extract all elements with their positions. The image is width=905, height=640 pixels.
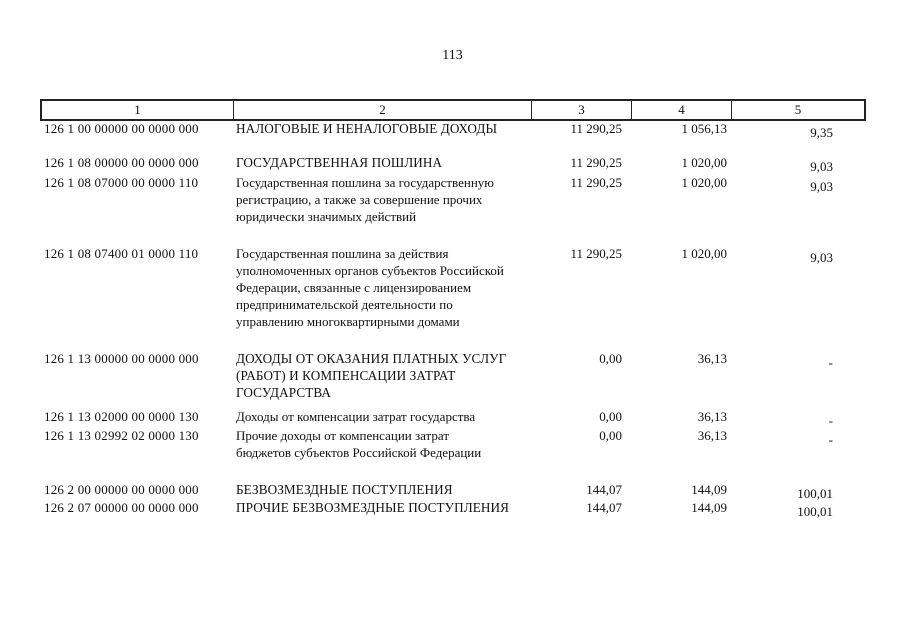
row-name-line: Прочие доходы от компенсации затрат	[236, 428, 450, 443]
row-col-3: 11 290,25	[570, 175, 622, 190]
row-name-line: бюджетов субъектов Российской Федерации	[236, 445, 482, 460]
row-code: 126 2 07 00000 00 0000 000	[44, 500, 199, 515]
row-name-line: БЕЗВОЗМЕЗДНЫЕ ПОСТУПЛЕНИЯ	[236, 482, 453, 497]
row-name-line: НАЛОГОВЫЕ И НЕНАЛОГОВЫЕ ДОХОДЫ	[236, 121, 498, 136]
row-col-5: 9,03	[810, 179, 833, 194]
row-col-5: -	[828, 355, 833, 370]
row-code: 126 1 00 00000 00 0000 000	[44, 121, 199, 136]
row-col-4: 36,13	[697, 409, 727, 424]
header-col-1: 1	[42, 101, 234, 119]
row-col-4: 144,09	[691, 482, 727, 497]
row-name	[236, 245, 536, 330]
row-col-5: 100,01	[797, 504, 833, 519]
header-col-2: 2	[234, 101, 532, 119]
row-name-line: ДОХОДЫ ОТ ОКАЗАНИЯ ПЛАТНЫХ УСЛУГ	[236, 351, 507, 366]
row-col-5: 9,03	[810, 250, 833, 265]
row-col-3: 11 290,25	[570, 246, 622, 261]
row-col-5: 9,35	[810, 125, 833, 140]
row-code: 126 1 13 00000 00 0000 000	[44, 351, 199, 366]
row-col-4: 1 056,13	[681, 121, 727, 136]
row-name	[236, 499, 536, 516]
row-name-line: (РАБОТ) И КОМПЕНСАЦИИ ЗАТРАТ	[236, 368, 456, 383]
row-name	[236, 481, 536, 498]
row-col-5: -	[828, 413, 833, 428]
row-name-line: управлению многоквартирными домами	[236, 314, 460, 329]
row-code: 126 2 00 00000 00 0000 000	[44, 482, 199, 497]
row-col-4: 1 020,00	[681, 175, 727, 190]
row-name-line: Федерации, связанные с лицензированием	[236, 280, 472, 295]
row-name	[236, 154, 536, 171]
row-col-4: 36,13	[697, 351, 727, 366]
row-col-5: 100,01	[797, 486, 833, 501]
header-col-5: 5	[794, 102, 802, 117]
row-name	[236, 174, 536, 225]
row-code: 126 1 08 07400 01 0000 110	[44, 246, 199, 261]
row-name-line: ПРОЧИЕ БЕЗВОЗМЕЗДНЫЕ ПОСТУПЛЕНИЯ	[236, 500, 510, 515]
row-name-line: регистрацию, а также за совершение прочих	[236, 192, 483, 207]
row-name-line: ГОСУДАРСТВА	[236, 385, 332, 400]
row-col-4: 36,13	[697, 428, 727, 443]
row-col-3: 0,00	[599, 409, 622, 424]
row-name	[236, 350, 536, 401]
row-col-3: 144,07	[586, 500, 622, 515]
row-code: 126 1 08 07000 00 0000 110	[44, 175, 199, 190]
row-col-3: 0,00	[599, 428, 622, 443]
header-col-4: 4	[632, 101, 732, 119]
row-name-line: Государственная пошлина за государственную	[236, 175, 495, 190]
row-col-3: 11 290,25	[570, 155, 622, 170]
row-name-line: уполномоченных органов субъектов Российской	[236, 263, 504, 278]
row-code: 126 1 08 00000 00 0000 000	[44, 155, 199, 170]
row-code: 126 1 13 02000 00 0000 130	[44, 409, 199, 424]
row-name-line: Государственная пошлина за действия	[236, 246, 449, 261]
row-name-line: юридически значимых действий	[236, 209, 417, 224]
row-col-3: 0,00	[599, 351, 622, 366]
row-name	[236, 408, 536, 425]
row-name-line: ГОСУДАРСТВЕННАЯ ПОШЛИНА	[236, 155, 443, 170]
row-col-4: 1 020,00	[681, 155, 727, 170]
header-col-3: 3	[532, 101, 632, 119]
row-col-3: 11 290,25	[570, 121, 622, 136]
row-name	[236, 120, 536, 137]
row-name-line: предпринимательской деятельности по	[236, 297, 453, 312]
row-col-5: 9,03	[810, 159, 833, 174]
row-name-line: Доходы от компенсации затрат государства	[236, 409, 476, 424]
row-col-4: 1 020,00	[681, 246, 727, 261]
row-col-5: -	[828, 432, 833, 447]
page-number: 113	[442, 48, 463, 63]
row-col-4: 144,09	[691, 500, 727, 515]
row-col-3: 144,07	[586, 482, 622, 497]
row-name	[236, 427, 536, 461]
row-code: 126 1 13 02992 02 0000 130	[44, 428, 199, 443]
